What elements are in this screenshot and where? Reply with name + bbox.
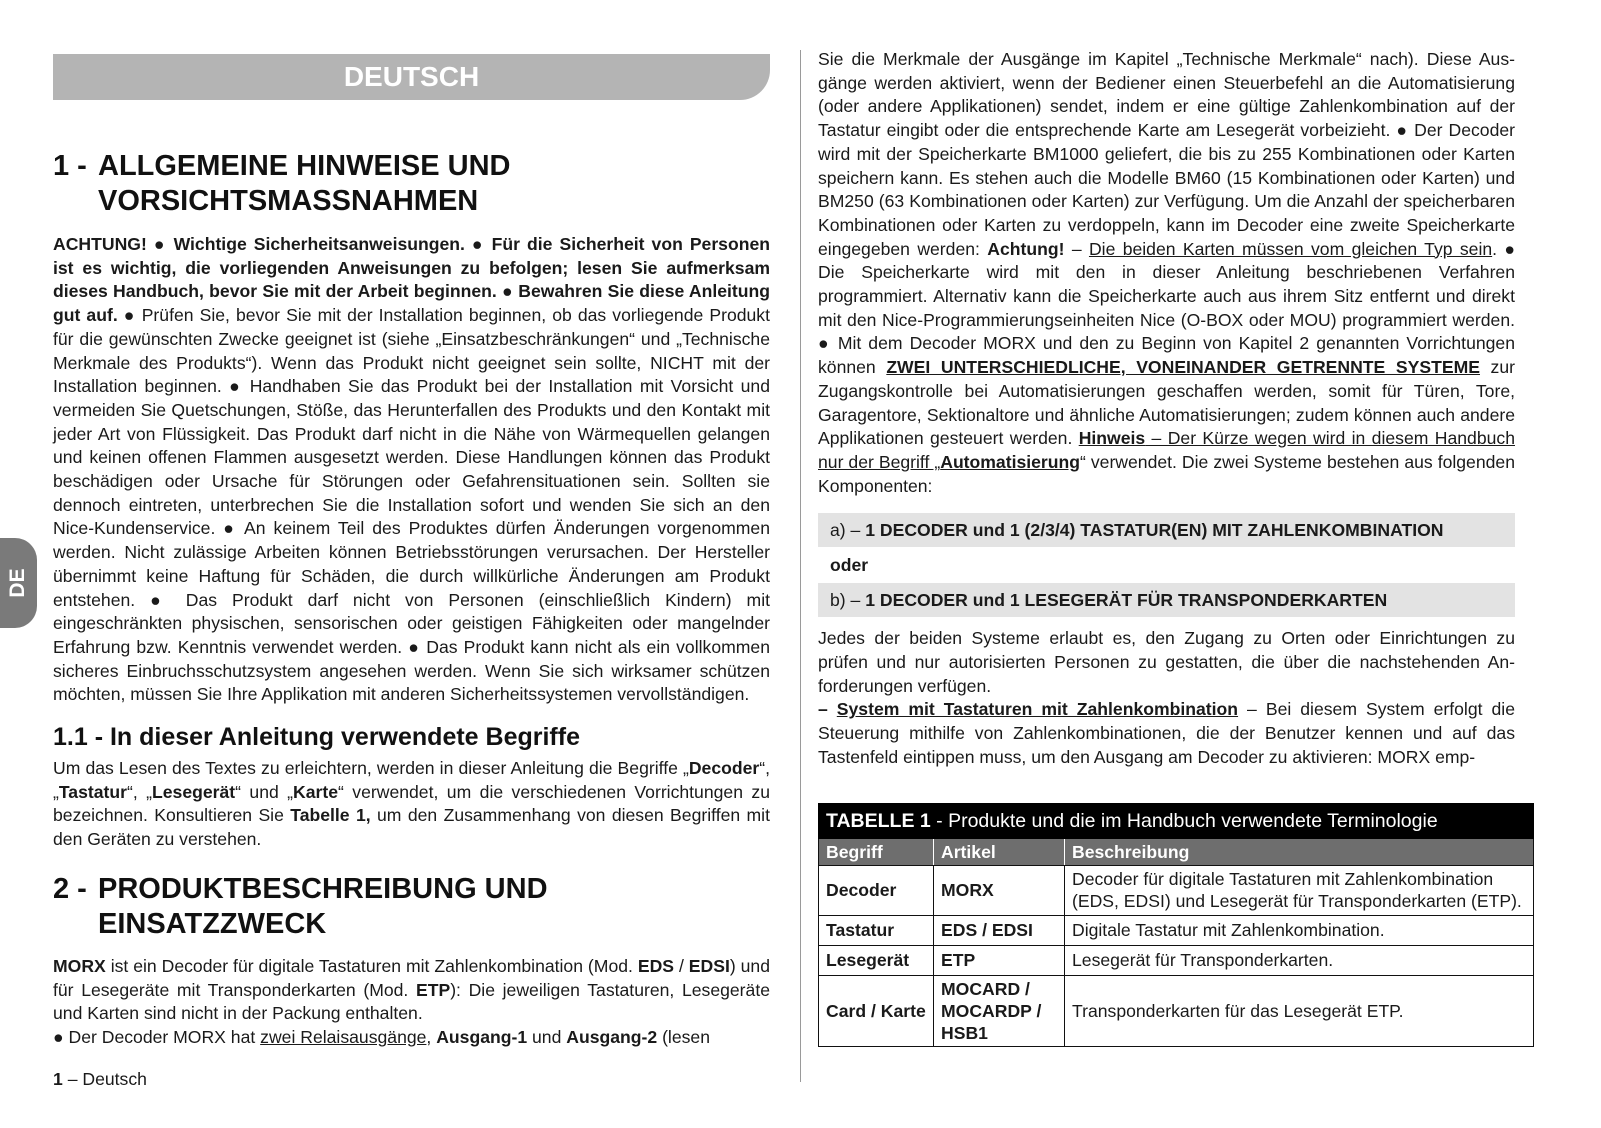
term-karte: Karte xyxy=(293,781,339,802)
section-1-title-line2: VORSICHTSMASSNAHMEN xyxy=(98,185,479,217)
system-option-a xyxy=(818,513,1515,547)
table-cell-article: EDS / EDSI xyxy=(934,915,1065,945)
text-run: “ verwendet, um die verschiedenen Vorrichtungen zu bezeichnen. Konsultieren Sie xyxy=(53,781,770,826)
table-cell-description: Lesegerät für Transponderkarten. xyxy=(1065,945,1534,975)
option-a-text: 1 DECODER und 1 (2/3/4) TASTATUR(EN) MIT ZAHLENKOMBINATION xyxy=(865,520,1444,541)
table-row xyxy=(819,865,1534,915)
hint-text: – Der Kürze wegen wird in diesem Handbuch nur der Begriff „ xyxy=(818,428,1515,472)
table-1-title-rest: - Produkte und die im Handbuch verwendete Terminologie xyxy=(930,809,1438,832)
text-run: um den Zusammenhang von diesen Begriffen mit den Geräten zu verstehen. xyxy=(53,805,770,850)
table-cell-term: Card / Karte xyxy=(819,975,934,1046)
page-number: 1 xyxy=(53,1069,63,1089)
section-2-paragraph-1 xyxy=(53,955,770,1026)
table-row xyxy=(819,975,1534,1046)
text-run: ist ein Decoder für digitale Tastaturen mit Zahlenkombination (Mod. xyxy=(105,955,638,976)
text-run: – xyxy=(1064,238,1089,259)
text-run: – xyxy=(818,699,837,720)
term-tastatur: Tastatur xyxy=(58,781,127,802)
footer-label: – Deutsch xyxy=(67,1069,147,1089)
product-eds: EDS xyxy=(637,955,675,976)
safety-warning: ACHTUNG! ● Wichtige Sicherheitsanweisungen. ● Für die Sicherheit von Personen ist es wichtig, die vorliegenden Anweisungen zu befolgen; lesen Sie aufmerksam dieses Handbuch, bevor Sie mit der Arbeit beginnen. ● Bewahren Sie diese Anleitung gut auf. xyxy=(53,234,770,326)
table-1-title-bold: TABELLE 1 xyxy=(826,809,931,832)
section-1-paragraph xyxy=(53,233,770,707)
term-automatisierung: Automatisierung xyxy=(940,451,1081,472)
text-run: ) und für Lesegeräte mit Transponderkarten (Mod. xyxy=(53,955,770,1000)
term-decoder: Decoder xyxy=(688,758,760,779)
text-run: “, „ xyxy=(126,781,152,802)
term-lesegeraet: Lesegerät xyxy=(152,781,236,802)
text-run: ● Der Decoder MORX hat xyxy=(53,1026,261,1047)
table-1-title-row xyxy=(819,803,1534,838)
section-1-heading xyxy=(53,149,770,219)
section-2-number: 2 - xyxy=(53,872,87,905)
text-run: “ und „ xyxy=(235,781,294,802)
option-separator: oder xyxy=(830,555,869,576)
table-cell-description: Transponderkarten für das Lesegerät ETP. xyxy=(1065,975,1534,1046)
section-1-title xyxy=(98,149,510,219)
table-cell-description: Decoder für digitale Tastaturen mit Zahlenkombination (EDS, EDSI) und Lesegerät für Transponderkarten (ETP). xyxy=(1065,865,1534,915)
left-column xyxy=(53,54,770,1050)
product-etp: ETP xyxy=(415,979,451,1000)
section-2-title: PRODUKTBESCHREIBUNG UND EINSATZZWECK xyxy=(98,872,548,940)
two-systems-emphasis: ZWEI UNTERSCHIEDLICHE, VONEINANDER GETRENNTE SYSTEME xyxy=(886,357,1480,378)
right-paragraph-3 xyxy=(818,698,1515,769)
column-divider xyxy=(800,50,801,1082)
right-column xyxy=(818,48,1551,1047)
safety-body: ● Prüfen Sie, bevor Sie mit der Installation beginnen, ob das vorliegende Produkt für die gewünschten Zwecke geeignet ist (siehe „Einsatzbeschränkungen“ und „Technische Merkmale des Produkts“). Wenn das Produkt nicht geeignet sein sollte, NICHT mit der Installation beginnen. ● Handhaben Sie das Produkt bei der Installation mit Vorsicht und vermeiden Sie Quetschungen, Stöße, das Herunterfallen des Produkts und den Kontakt mit jeder Art von Flüssigkeit. Das Produkt darf nicht in die Nähe von Wärmequellen gelangen und keinen offenen Flammen ausgesetzt werden. Diese Handlungen können das Produkt beschädigen oder Ursache für Störungen oder Gefahrensituationen sein. Sollten sie dennoch eintreten, unterbrechen Sie die Installation sofort und wenden Sie sich an den Nice-Kundenservice. ● An keinem Teil des Produktes dürfen Änderungen vorgenommen werden. Nicht zulässige Arbeiten können Betriebsstörungen verursachen. Der Hersteller übernimmt keine Haftung für Schäden, die durch willkürliche Änderungen am Produkt entstehen. ● Das Produkt darf nicht von Personen (einschließlich Kindern) mit eingeschränkten physischen, sensorischen oder geistigen Fähigkeiten oder mangelnder Erfahrung bzw. Kenntnis verwendet werden. ● Das Produkt kann nicht als ein vollkommen sicheres Einbruchsschutzsystem angesehen werden. Wenn Sie sich wirksamer schützen möchten, müssen Sie Ihre Applikation mit anderen Sicherheitssystemen vervollständigen. xyxy=(53,305,770,705)
table-1-title xyxy=(819,803,1534,838)
table-cell-term: Decoder xyxy=(819,865,934,915)
text-run: Sie die Merkmale der Ausgänge im Kapitel „Technische Merkmale“ nach). Diese Ausgänge werden aktiviert, wenn der Bediener einen Steuerbefehl an die Automatisierung (oder andere Applikationen) sendet, indem er eine gültige Zahlenkombination auf der Tastatur eingibt oder die entsprechende Karte am Lesegerät vorbeizieht. ● Der Decoder wird mit der Speicherkarte BM1000 geliefert, die bis zu 255 Kombinationen oder Karten speichern kann. Es stehen auch die Modelle BM60 (15 Kombinationen oder Karten) und BM250 (63 Kombinationen oder Karten) zur Verfügung. Um die Anzahl der speicherbaren Kombinationen oder Karten zu verdoppeln, kann im Decoder eine zweite Speicherkarte eingegeben werden: xyxy=(818,49,1515,259)
option-b-text: 1 DECODER und 1 LESEGERÄT FÜR TRANSPONDERKARTEN xyxy=(865,590,1388,611)
text-run: , xyxy=(426,1026,437,1047)
text-run: – Bei diesem System erfolgt die Steuerung mithilfe von Zahlenkombinationen, die der Benutzer kennen und auf das Tastenfeld eintippen muss, um den Ausgang am Decoder zu aktivieren: MORX emp- xyxy=(818,699,1515,767)
section-2-heading xyxy=(53,872,770,942)
option-a-prefix: a) – xyxy=(830,520,866,541)
section-1-title-line1: ALLGEMEINE HINWEISE UND xyxy=(98,150,511,182)
table-1-header-row xyxy=(819,838,1534,865)
output-2: Ausgang-2 xyxy=(566,1026,658,1047)
table-1 xyxy=(818,803,1534,1047)
output-1: Ausgang-1 xyxy=(436,1026,528,1047)
section-2-paragraph-2 xyxy=(53,1026,770,1050)
section-1-1-paragraph xyxy=(53,757,770,852)
table-cell-article: MOCARD / MOCARDP / HSB1 xyxy=(934,975,1065,1046)
table-row xyxy=(819,945,1534,975)
text-run: “ verwendet. Die zwei Systeme bestehen aus folgenden Komponenten: xyxy=(818,451,1515,496)
system-option-b xyxy=(818,583,1515,617)
table-cell-term: Tastatur xyxy=(819,915,934,945)
text-run: . ● Die Speicherkarte wird mit den in dieser Anleitung beschriebenen Verfahren programmiert. Alternativ kann die Speicherkarte auch aus ihrem Sitz entfernt und direkt mit den Nice-Programmierungseinheiten Nice (O-BOX oder MOU) programmiert werden. ● Mit dem Decoder MORX und den zu Beginn von Kapitel 2 genannten Vorrichtungen können xyxy=(818,238,1516,378)
text-run: Um das Lesen des Textes zu erleichtern, werden in dieser Anleitung die Begriffe „ xyxy=(53,758,689,779)
attention-label: Achtung! xyxy=(987,238,1065,259)
product-edsi: EDSI xyxy=(688,955,730,976)
text-run: “, „ xyxy=(53,758,770,802)
keypad-system-label: System mit Tastaturen mit Zahlenkombination xyxy=(836,699,1239,720)
table-cell-term: Lesegerät xyxy=(819,945,934,975)
table-reference: Tabelle 1, xyxy=(290,805,371,826)
language-side-tab xyxy=(0,538,37,628)
text-run: zur Zugangskontrolle bei Automatisierungen geschaffen werden, somit für Türen, Tore, Garagentore, Sektionaltore und ähnliche Automatisierungen; zudem können auch andere Applikationen gesteuert werden. xyxy=(818,357,1515,449)
text-run: ): Die jeweiligen Tastaturen, Lesegeräte und Karten sind nicht in der Packung enthalten. xyxy=(53,979,770,1024)
section-1-number: 1 - xyxy=(53,150,87,182)
relay-outputs: zwei Relaisausgänge xyxy=(260,1026,427,1047)
hint-label: Hinweis xyxy=(1078,428,1146,449)
table-header-cell: Beschreibung xyxy=(1065,838,1534,865)
language-side-tab-label: DE xyxy=(6,568,29,598)
same-type-note: Die beiden Karten müssen vom gleichen Typ sein xyxy=(1088,238,1493,259)
right-paragraph-2: Jedes der beiden Systeme erlaubt es, den Zugang zu Orten oder Einrichtungen zu prüfen und nur autorisierten Personen zu gestatten, die über die nachstehenden Anforderungen verfügen. xyxy=(818,628,1515,696)
product-morx: MORX xyxy=(53,955,106,976)
language-banner: DEUTSCH xyxy=(53,54,770,100)
text-run: / xyxy=(674,955,689,976)
option-b-prefix: b) – xyxy=(830,590,866,611)
page-footer xyxy=(53,1069,147,1090)
table-cell-article: ETP xyxy=(934,945,1065,975)
table-header-cell: Begriff xyxy=(819,838,934,865)
table-row xyxy=(819,915,1534,945)
table-header-cell: Artikel xyxy=(934,838,1065,865)
table-cell-article: MORX xyxy=(934,865,1065,915)
text-run: und xyxy=(527,1026,567,1047)
text-run: (lesen xyxy=(657,1026,710,1047)
right-paragraph-1 xyxy=(818,48,1515,498)
section-1-1-heading: 1.1 - In dieser Anleitung verwendete Begriffe xyxy=(53,723,580,752)
table-cell-description: Digitale Tastatur mit Zahlenkombination. xyxy=(1065,915,1534,945)
